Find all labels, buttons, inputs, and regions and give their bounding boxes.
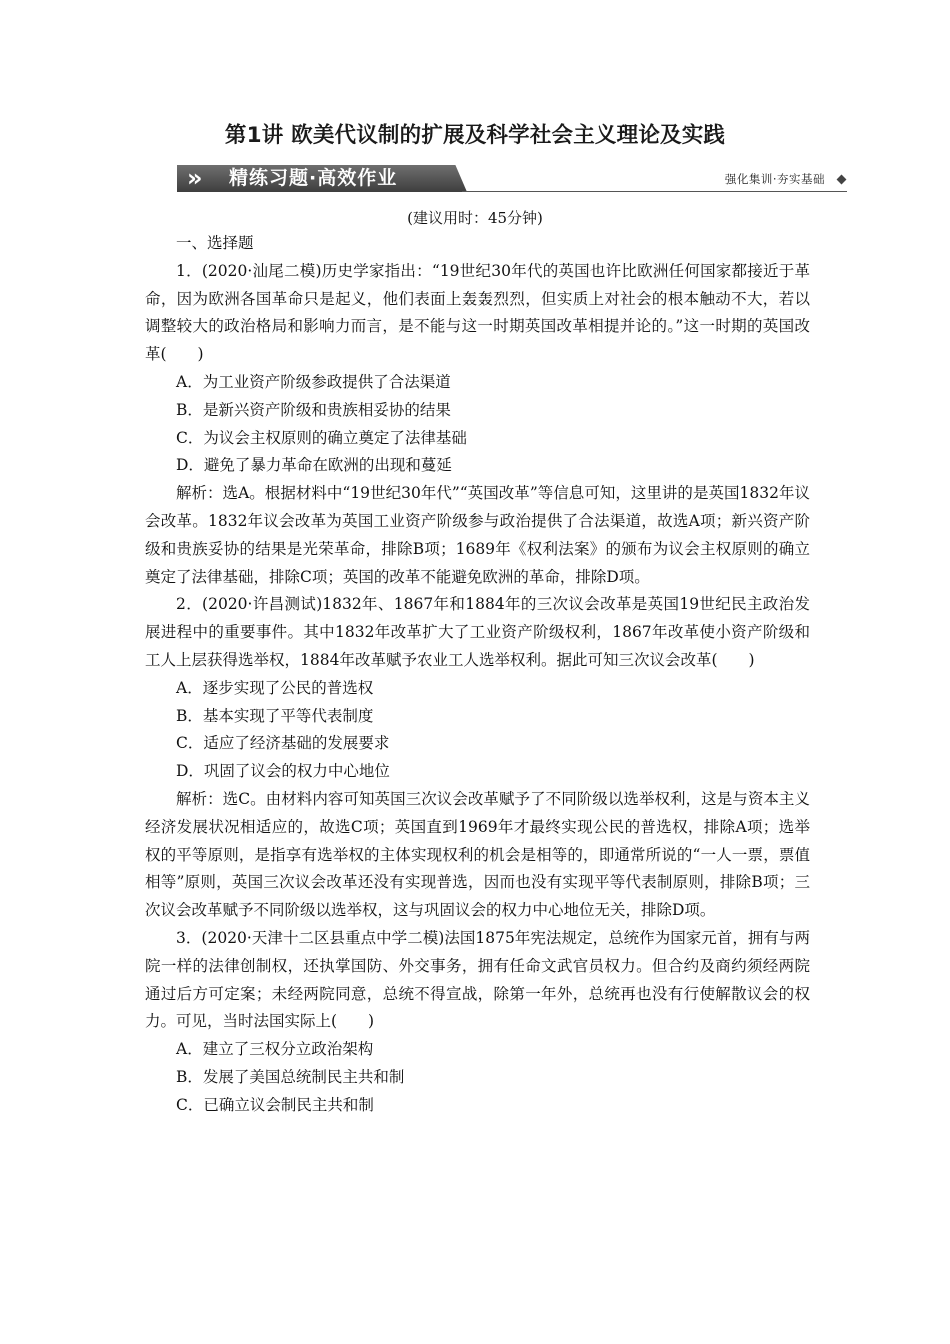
question-2-stem: 2．(2020·许昌测试)1832年、1867年和1884年的三次议会改革是英国19世纪民主政治发展进程中的重要事件。其中1832年改革扩大了工业资产阶级权利，1867年改革使小资产阶级和工人上层获得选举权，1884年改革赋予农业工人选举权利。据此可知三次议会改革( ) (145, 595, 810, 669)
banner-right-label: 强化集训·夯实基础 (724, 172, 825, 186)
question-2-option-a: A．逐步实现了公民的普选权 (176, 678, 374, 697)
question-content (145, 230, 810, 1120)
question-1-option-c: C．为议会主权原则的确立奠定了法律基础 (176, 428, 467, 447)
question-2-option-b: B．基本实现了平等代表制度 (176, 706, 374, 725)
banner-divider (462, 191, 847, 192)
page-title: 第1讲 欧美代议制的扩展及科学社会主义理论及实践 (224, 123, 726, 148)
question-2-option-d: D．巩固了议会的权力中心地位 (176, 762, 390, 781)
section-heading: 一、选择题 (176, 234, 254, 252)
question-3-option-c: C．已确立议会制民主共和制 (176, 1095, 374, 1114)
question-1-option-a: A．为工业资产阶级参政提供了合法渠道 (176, 372, 451, 391)
question-1-analysis: 解析：选A。根据材料中“19世纪30年代”“英国改革”等信息可知，这里讲的是英国1832年议会改革。1832年议会改革为英国工业资产阶级参与政治提供了合法渠道，故选A项；新兴资产阶级和贵族妥协的结果是光荣革命，排除B项；1689年《权利法案》的颁布为议会主权原则的确立奠定了法律基础，排除C项；英国的改革不能避免欧洲的革命，排除D项。 (145, 484, 810, 586)
chevron-right-icon: » (187, 164, 203, 192)
banner-left-label: 精练习题·高效作业 (229, 167, 398, 189)
question-3-option-a: A．建立了三权分立政治架构 (176, 1040, 374, 1059)
question-1-option-d: D．避免了暴力革命在欧洲的出现和蔓延 (176, 456, 452, 475)
question-3-stem: 3．(2020·天津十二区县重点中学二模)法国1875年宪法规定，总统作为国家元首，拥有与两院一样的法律创制权，还执掌国防、外交事务，拥有任命文武官员权力。但合约及商约须经两院通过后方可定案；未经两院同意，总统不得宣战，除第一年外，总统再也没有行使解散议会的权力。可见，当时法国实际上( ) (145, 928, 810, 1031)
question-1-stem: 1．(2020·汕尾二模)历史学家指出：“19世纪30年代的英国也许比欧洲任何国家都接近于革命，因为欧洲各国革命只是起义，他们表面上轰轰烈烈，但实质上对社会的根本触动不大，若以调整较大的政治格局和影响力而言，是不能与这一时期英国改革相提并论的。”这一时期的英国改革( ) (145, 261, 810, 364)
question-3-option-b: B．发展了美国总统制民主共和制 (176, 1067, 405, 1086)
diamond-icon (837, 175, 847, 185)
question-2-analysis: 解析：选C。由材料内容可知英国三次议会改革赋予了不同阶级以选举权利，这是与资本主义经济发展状况相适应的，故选C项；英国直到1969年才最终实现公民的普选权，排除A项；选举权的平等原则，是指享有选举权的主体实现权利的机会是相等的，即通常所说的“一人一票，票值相等”原则，英国三次议会改革还没有实现普选，因而也没有实现平等代表制原则，排除B项；三次议会改革赋予不同阶级以选举权，这与巩固议会的权力中心地位无关，排除D项。 (145, 789, 810, 920)
question-2-option-c: C．适应了经济基础的发展要求 (176, 734, 390, 753)
time-note: (建议用时：45分钟) (407, 209, 543, 227)
question-1-option-b: B．是新兴资产阶级和贵族相妥协的结果 (176, 400, 451, 419)
section-banner (177, 163, 847, 195)
